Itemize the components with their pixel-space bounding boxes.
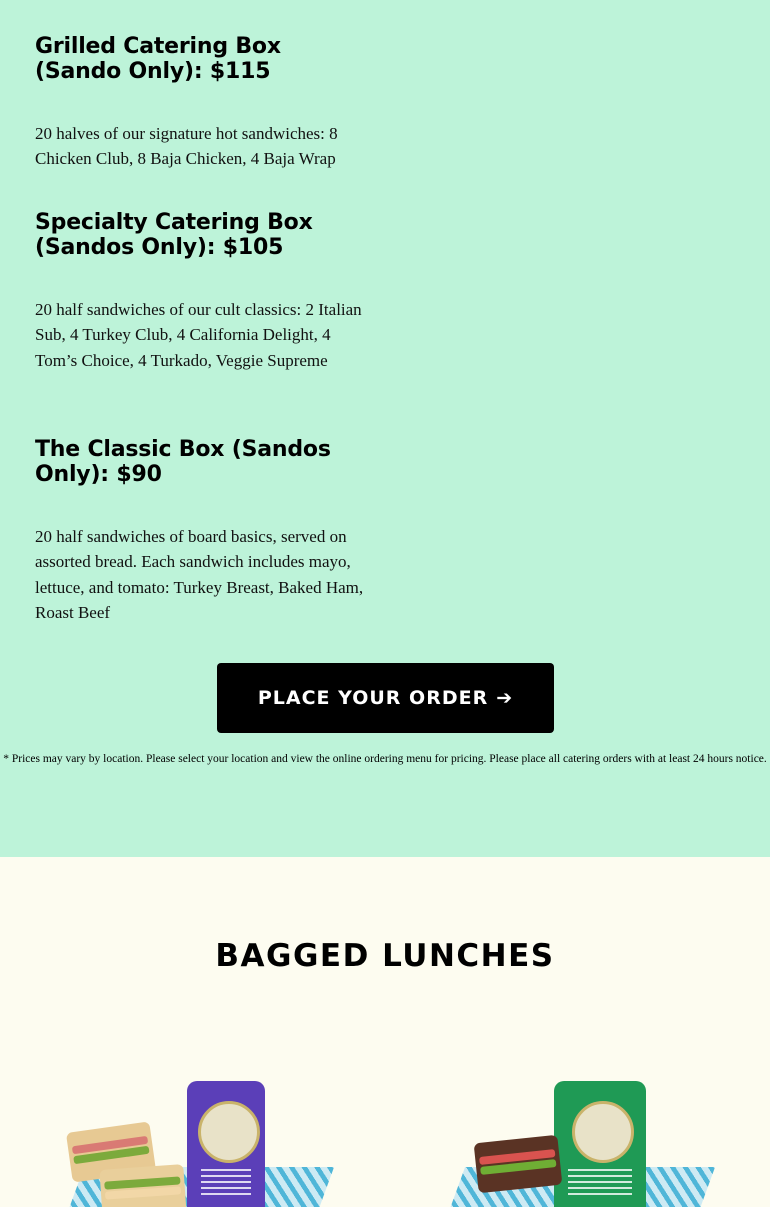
catering-item-classic [35, 437, 370, 625]
sandwich-icon [99, 1164, 186, 1207]
arrow-right-icon: ➔ [496, 687, 514, 709]
place-order-label: PLACE YOUR ORDER [257, 687, 489, 709]
catering-item-title: The Classic Box (Sandos Only): $90 [35, 437, 331, 487]
chip-bag-icon [187, 1081, 265, 1207]
bagged-lunches-title: BAGGED LUNCHES [215, 938, 555, 974]
bagged-lunch-jalapeno-image [436, 1075, 726, 1207]
catering-item-specialty [35, 210, 370, 373]
catering-item-grilled [35, 34, 370, 172]
catering-item-title: Specialty Catering Box (Sandos Only): $105 [35, 210, 313, 260]
place-order-button[interactable] [217, 663, 554, 733]
bagged-lunch-salt-vinegar-image [55, 1075, 345, 1207]
chip-bag-icon [554, 1081, 646, 1207]
sandwich-icon [474, 1135, 563, 1194]
pricing-note: * Prices may vary by location. Please select your location and view the online ordering menu for pricing. Please place all catering orders with at least 24 hours notice. [3, 753, 767, 765]
catering-item-title: Grilled Catering Box (Sando Only): $115 [35, 34, 281, 84]
catering-item-description: 20 halves of our signature hot sandwiches: 8 Chicken Club, 8 Baja Chicken, 4 Baja Wrap [35, 124, 338, 169]
catering-item-description: 20 half sandwiches of board basics, served on assorted bread. Each sandwich includes mayo, lettuce, and tomato: Turkey Breast, Baked Ham, Roast Beef [35, 527, 364, 622]
catering-item-description: 20 half sandwiches of our cult classics: 2 Italian Sub, 4 Turkey Club, 4 California Delight, 4 Tom’s Choice, 4 Turkado, Veggie Supreme [35, 300, 362, 370]
